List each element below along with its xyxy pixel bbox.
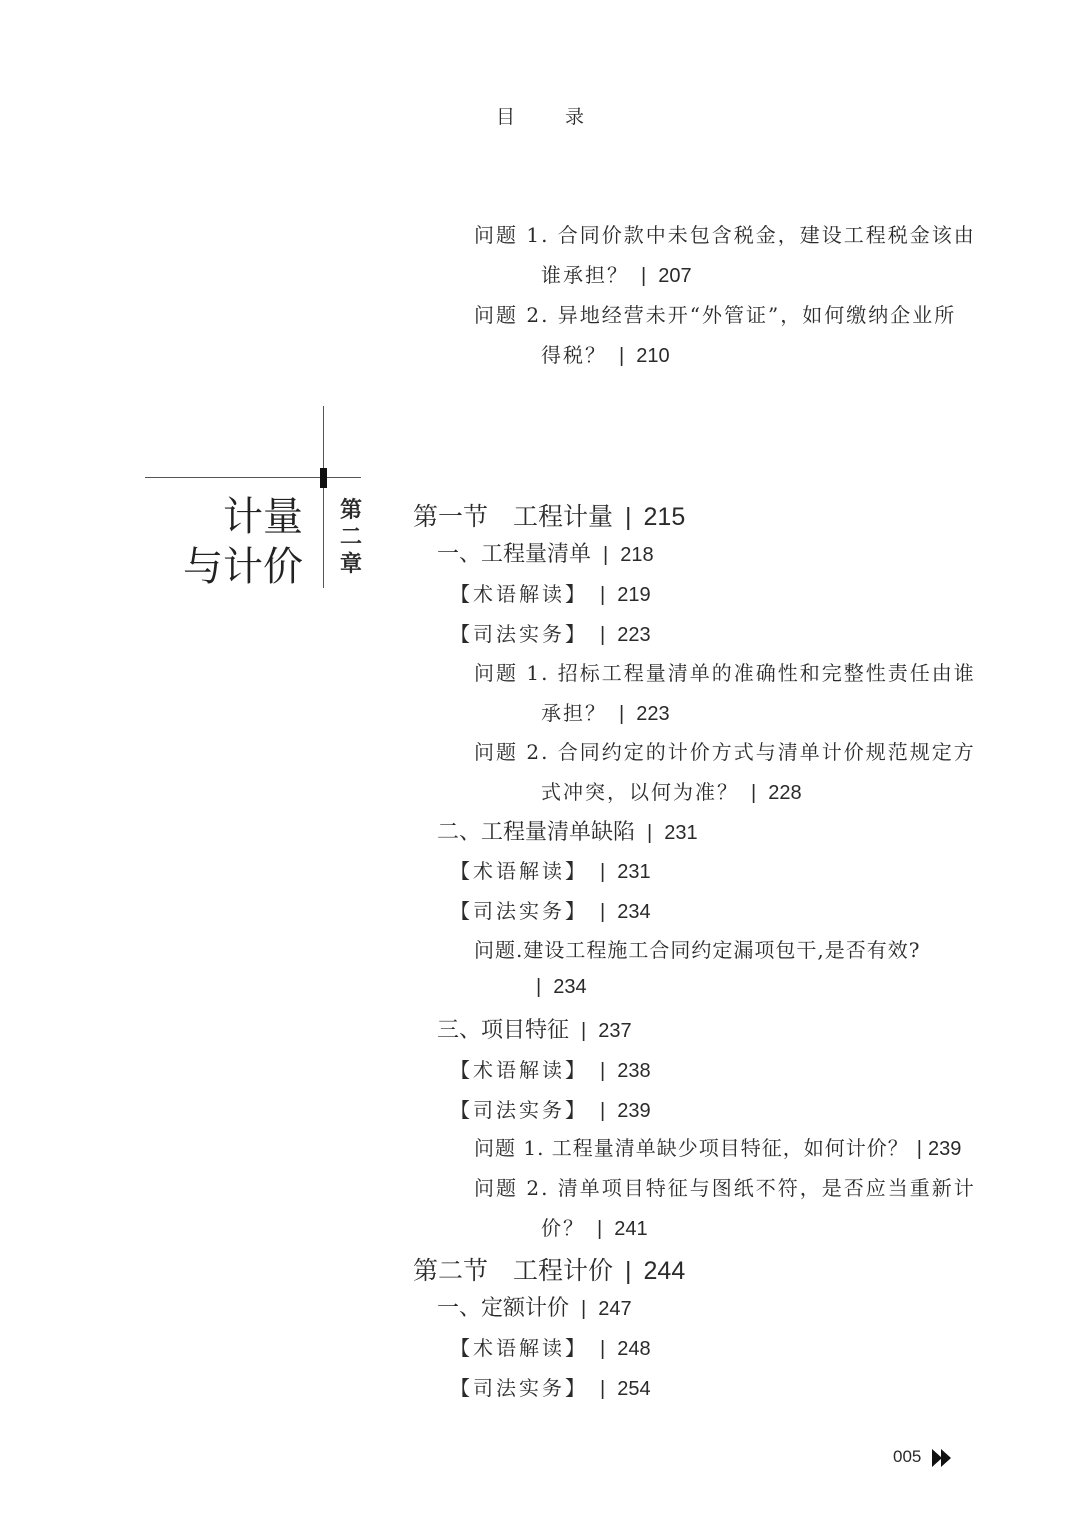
toc-entry-question-cont[interactable] bbox=[528, 974, 587, 999]
page-number: 247 bbox=[598, 1298, 632, 1320]
toc-subsection[interactable] bbox=[437, 1013, 632, 1044]
toc-entry-text: 问题 1. 招标工程量清单的准确性和完整性责任由谁 bbox=[474, 661, 976, 685]
toc-entry-question[interactable] bbox=[474, 1132, 961, 1161]
separator: | bbox=[600, 1060, 606, 1082]
toc-entry-text: 得税？ bbox=[541, 343, 607, 367]
toc-entry-question[interactable] bbox=[474, 934, 920, 963]
toc-section[interactable] bbox=[413, 497, 685, 533]
toc-entry-practice[interactable] bbox=[450, 618, 651, 647]
subsection-title: 三、项目特征 bbox=[437, 1018, 570, 1043]
chapter-label-char: 二 bbox=[339, 525, 362, 550]
separator: | bbox=[619, 703, 625, 725]
separator: | bbox=[597, 1218, 603, 1240]
page-number: 234 bbox=[617, 901, 651, 923]
toc-entry-text: 问题 2. 异地经营未开“外管证”，如何缴纳企业所 bbox=[474, 303, 957, 327]
page-number: 248 bbox=[617, 1338, 651, 1360]
separator: | bbox=[600, 861, 606, 883]
page-number: 231 bbox=[617, 861, 651, 883]
page-header: 目 录 bbox=[495, 106, 607, 128]
separator: | bbox=[600, 901, 606, 923]
page-number: 207 bbox=[658, 265, 692, 287]
chapter-title bbox=[183, 492, 303, 592]
double-arrow-right-icon bbox=[932, 1449, 952, 1467]
toc-subsection[interactable] bbox=[437, 815, 698, 846]
chapter-title-line2: 与计价 bbox=[183, 544, 303, 590]
page-number: 238 bbox=[617, 1060, 651, 1082]
toc-entry-question-cont[interactable] bbox=[541, 776, 802, 805]
separator: | bbox=[581, 1020, 587, 1042]
entry-label: 【术语解读】 bbox=[450, 1336, 588, 1360]
page-number: 223 bbox=[617, 624, 651, 646]
toc-entry-question[interactable] bbox=[474, 219, 976, 248]
page-number: 218 bbox=[620, 544, 654, 566]
chapter-label-char: 章 bbox=[339, 552, 362, 577]
page-number: 241 bbox=[614, 1218, 648, 1240]
separator: | bbox=[619, 345, 625, 367]
separator: | bbox=[916, 1138, 922, 1160]
page-number: 228 bbox=[768, 782, 802, 804]
entry-label: 【司法实务】 bbox=[450, 899, 588, 923]
toc-entry-question-cont[interactable] bbox=[541, 697, 670, 726]
toc-entry-term[interactable] bbox=[450, 855, 651, 884]
separator: | bbox=[647, 822, 653, 844]
separator: | bbox=[600, 1378, 606, 1400]
entry-label: 【术语解读】 bbox=[450, 1058, 588, 1082]
separator: | bbox=[581, 1298, 587, 1320]
toc-entry-practice[interactable] bbox=[450, 1094, 651, 1123]
toc-entry-question[interactable] bbox=[474, 1172, 976, 1201]
separator: | bbox=[600, 624, 606, 646]
section-title: 第一节 工程计量 bbox=[413, 502, 614, 531]
separator: | bbox=[600, 1100, 606, 1122]
toc-entry-text: 问题.建设工程施工合同约定漏项包干,是否有效? bbox=[474, 938, 921, 962]
toc-entry-text: 问题 2. 合同约定的计价方式与清单计价规范规定方 bbox=[474, 740, 976, 764]
toc-subsection[interactable] bbox=[437, 537, 654, 568]
page-number: 239 bbox=[928, 1138, 962, 1160]
chapter-title-line1: 计量 bbox=[223, 494, 303, 540]
separator: | bbox=[603, 544, 609, 566]
page-number: 223 bbox=[636, 703, 670, 725]
chapter-vertical-rule bbox=[323, 406, 324, 588]
entry-label: 【司法实务】 bbox=[450, 1098, 588, 1122]
toc-entry-text: 问题 1. 合同价款中未包含税金，建设工程税金该由 bbox=[474, 223, 976, 247]
separator: | bbox=[600, 1338, 606, 1360]
toc-entry-term[interactable] bbox=[450, 1332, 651, 1361]
toc-entry-text: 价？ bbox=[541, 1216, 585, 1240]
separator: | bbox=[536, 976, 542, 998]
chapter-label bbox=[338, 497, 364, 578]
toc-entry-question-cont[interactable] bbox=[541, 339, 670, 368]
toc-entry-term[interactable] bbox=[450, 578, 651, 607]
chapter-label-char: 第 bbox=[339, 498, 362, 523]
subsection-title: 一、工程量清单 bbox=[437, 542, 592, 567]
page-number: 237 bbox=[598, 1020, 632, 1042]
section-title: 第二节 工程计价 bbox=[413, 1256, 614, 1285]
entry-label: 【司法实务】 bbox=[450, 1376, 588, 1400]
separator: | bbox=[625, 1257, 632, 1285]
page-number: 244 bbox=[643, 1257, 686, 1285]
page-number: 254 bbox=[617, 1378, 651, 1400]
page-number: 231 bbox=[664, 822, 698, 844]
footer-page-number: 005 bbox=[893, 1447, 922, 1466]
subsection-title: 一、定额计价 bbox=[437, 1296, 570, 1321]
toc-entry-question-cont[interactable] bbox=[541, 259, 692, 288]
entry-label: 【术语解读】 bbox=[450, 582, 588, 606]
toc-entry-text: 问题 2. 清单项目特征与图纸不符，是否应当重新计 bbox=[474, 1176, 976, 1200]
separator: | bbox=[600, 584, 606, 606]
separator: | bbox=[751, 782, 757, 804]
toc-entry-question[interactable] bbox=[474, 736, 976, 765]
toc-entry-question-cont[interactable] bbox=[541, 1212, 648, 1241]
toc-entry-practice[interactable] bbox=[450, 1372, 651, 1401]
subsection-title: 二、工程量清单缺陷 bbox=[437, 820, 636, 845]
entry-label: 【术语解读】 bbox=[450, 859, 588, 883]
toc-entry-text: 式冲突，以何为准？ bbox=[541, 780, 739, 804]
separator: | bbox=[625, 503, 632, 531]
toc-subsection[interactable] bbox=[437, 1291, 632, 1322]
page-number: 215 bbox=[643, 503, 686, 531]
chapter-horizontal-rule bbox=[145, 477, 361, 478]
toc-entry-text: 承担？ bbox=[541, 701, 607, 725]
toc-entry-text: 问题 1. 工程量清单缺少项目特征，如何计价？ bbox=[474, 1136, 909, 1160]
page-number: 219 bbox=[617, 584, 651, 606]
chapter-rule-marker bbox=[320, 468, 327, 488]
toc-entry-text: 谁承担？ bbox=[541, 263, 629, 287]
toc-entry-practice[interactable] bbox=[450, 895, 651, 924]
page-number: 210 bbox=[636, 345, 670, 367]
toc-section[interactable] bbox=[413, 1251, 685, 1287]
page-number: 239 bbox=[617, 1100, 651, 1122]
toc-entry-question[interactable] bbox=[474, 657, 976, 686]
entry-label: 【司法实务】 bbox=[450, 622, 588, 646]
toc-entry-question[interactable] bbox=[474, 299, 956, 328]
toc-entry-term[interactable] bbox=[450, 1054, 651, 1083]
page-number: 234 bbox=[553, 976, 587, 998]
separator: | bbox=[641, 265, 647, 287]
